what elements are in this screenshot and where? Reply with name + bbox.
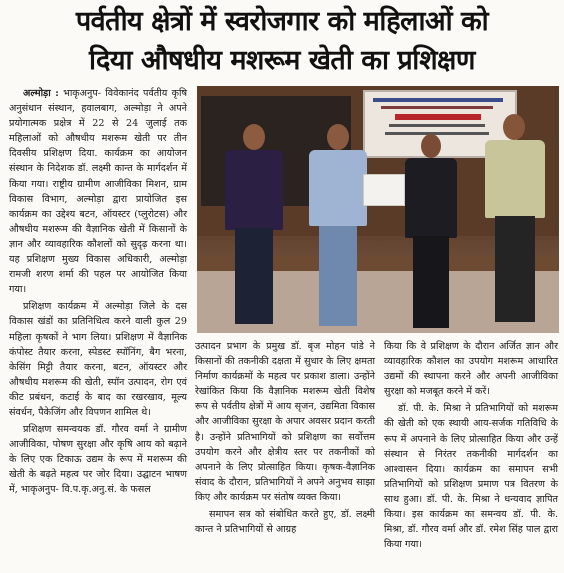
paragraph: किया कि वे प्रशिक्षण के दौरान अर्जित ज्ञान और व्यावहारिक कौशल का उपयोग मशरूम आधारित उद्यमों की स्थापना करने और अपनी आजीविका सुरक्षा को मजबूत करने में करें।: [384, 341, 558, 398]
paragraph: समापन सत्र को संबोधित करते हुए, डॉ. लक्ष्मी कान्त ने प्रतिभागियों से आग्रह: [195, 509, 375, 536]
paragraph: डॉ. पी. के. मिश्रा ने प्रतिभागियों को मशरूम की खेती को एक स्थायी आय-सर्जक गतिविधि के रूप में अपनाने के लिए प्रोत्साहित किया और उन्हें संस्थान से निरंतर तकनीकी मार्गदर्शन का आश्वासन दिया। कार्यक्रम का समापन सभी प्रतिभागियों को प्रशिक्षण प्रमाण पत्र वितरण के साथ हुआ। डॉ. पी. के. मिश्रा ने धन्यवाद ज्ञापित किया। इस कार्यक्रम का समन्वय डॉ. पी. के. मिश्रा, डॉ. गौरव वर्मा और डॉ. रमेश सिंह पाल द्वारा किया गया।: [384, 403, 558, 551]
headline-line-1: पर्वतीय क्षेत्रों में स्वरोजगार को महिलाओं को: [75, 6, 489, 37]
paragraph: उत्पादन प्रभाग के प्रमुख डॉ. बृज मोहन पांडे ने किसानों की तकनीकी दक्षता में सुधार के लिए क्षमता निर्माण कार्यक्रमों के महत्व पर प्रकाश डाला। उन्होंने रेखांकित किया कि वैज्ञानिक मशरूम खेती विशेष रूप से पर्वतीय क्षेत्रों में आय सृजन, उद्यमिता विकास और आजीविका सुरक्षा के अपार अवसर प्रदान करती है। उन्होंने प्रतिभागियों को प्रशिक्षण का सर्वोत्तम उपयोग करने और क्षेत्रीय स्तर पर तकनीकों को अपनाने के लिए प्रोत्साहित किया। कृषक-वैज्ञानिक संवाद के दौरान, प्रतिभागियों ने अपने अनुभव साझा किए और कार्यक्रम पर संतोष व्यक्त किया।: [195, 341, 375, 503]
headline: [6, 2, 558, 80]
certificate: [363, 174, 405, 206]
article-column-2: [195, 339, 375, 537]
news-photo: [197, 86, 559, 333]
paragraph: प्रशिक्षण कार्यक्रम में अल्मोड़ा जिले के दस विकास खंडों का प्रतिनिधित्व करने वाली कुल 29 महिला कृषकों ने भाग लिया। प्रशिक्षण में वैज्ञानिक कंपोस्ट तैयार करना, स्पेडस्ट स्पॉनिंग, बैग भरना, केसिंग मिट्टी तैयार करना, बटन, ऑयस्टर और औषधीय मशरूम की खेती, स्पॉन उत्पादन, रोग एवं कीट प्रबंधन, कटाई के बाद का रखरखाव, मूल्य संवर्धन, पैकेजिंग और विपणन शामिल थे।: [9, 301, 187, 418]
headline-line-2: दिया औषधीय मशरूम खेती का प्रशिक्षण: [89, 45, 475, 76]
paragraph: प्रशिक्षण समन्वयक डॉ. गौरव वर्मा ने ग्रामीण आजीविका, पोषण सुरक्षा और कृषि आय को बढ़ाने के लिए एक टिकाऊ उद्यम के रूप में मशरूम की खेती के बढ़ते महत्व पर जोर दिया। उद्घाटन भाषण में, भाकृअनुप- वि.प.कृ.अनु.सं. के फसल: [9, 424, 187, 496]
paragraph-text: भाकृअनुप- विवेकानंद पर्वतीय कृषि अनुसंधान संस्थान, हवालबाग, अल्मोड़ा ने अपने प्रयोगात्मक प्रक्षेत्र में 22 से 24 जुलाई तक महिलाओं को औषधीय मशरूम खेती पर तीन दिवसीय प्रशिक्षण दिया. कार्यक्रम का आयोजन संस्थान के निदेशक डॉ. लक्ष्मी कान्त के मार्गदर्शन में किया गया। राष्ट्रीय ग्रामीण आजीविका मिशन, ग्राम विकास विभाग, अल्मोड़ा द्वारा प्रायोजित इस कार्यक्रम का उद्देश्य बटन, ऑयस्टर (प्लुरोटस) और औषधीय मशरूम की वैज्ञानिक खेती में किसानों के ज्ञान और व्यावहारिक कौशलों को सुदृढ़ करना था। यह प्रशिक्षण मुख्य विकास अधिकारी, अल्मोड़ा रामजी शरण शर्मा की पहल पर आयोजित किया गया।: [9, 88, 187, 296]
paragraph: [9, 86, 187, 297]
article-column-1: [9, 86, 187, 498]
dateline: अल्मोड़ा :: [23, 88, 59, 99]
article-column-3: [384, 339, 558, 552]
